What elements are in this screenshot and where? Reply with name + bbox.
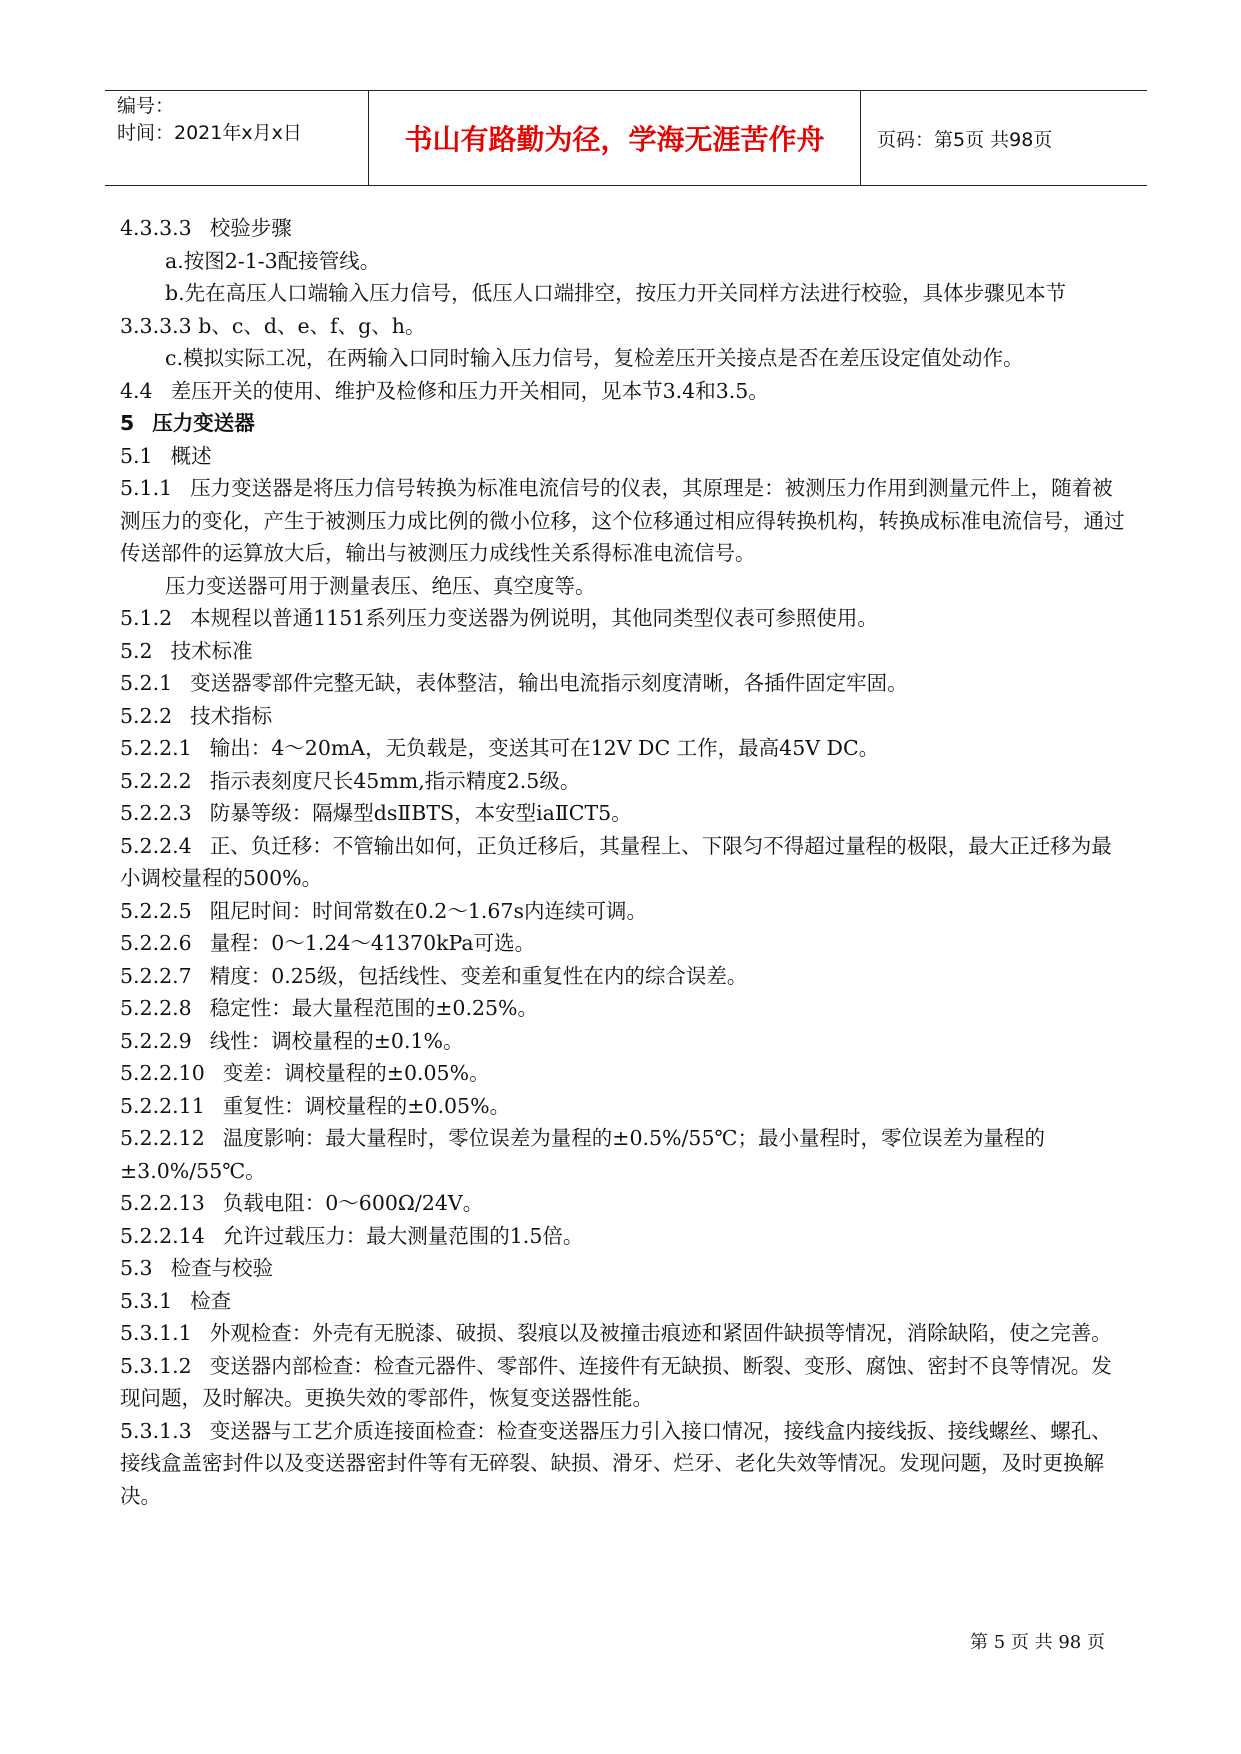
paragraph-text: 允许过载压力：最大测量范围的1.5倍。 — [222, 1223, 584, 1248]
paragraph — [120, 700, 1130, 733]
paragraph-text: 重复性：调校量程的±0.05%。 — [222, 1093, 511, 1118]
section-number: 5.1.1 — [120, 476, 173, 500]
paragraph — [120, 1415, 1130, 1513]
section-number: 5.2.2 — [120, 703, 173, 728]
paragraph-text: 负载电阻：0～600Ω/24V。 — [222, 1191, 484, 1215]
paragraph — [120, 732, 1130, 765]
paragraph — [120, 245, 1130, 278]
paragraph-text: b.先在高压人口端输入压力信号，低压人口端排空，按压力开关同样方法进行校验，具体步骤见本节3.3.3.3 b、c、d、e、f、g、h。 — [120, 281, 1067, 338]
paragraph — [120, 1252, 1130, 1285]
paragraph-text: 变差：调校量程的±0.05%。 — [222, 1061, 490, 1085]
section-number: 5.2.2.10 — [120, 1061, 205, 1085]
paragraph — [120, 602, 1130, 635]
paragraph-text: 防暴等级：隔爆型dsⅡBTS，本安型iaⅡCT5。 — [209, 801, 632, 825]
section-number: 5.2.2.3 — [120, 801, 192, 825]
paragraph-text: 变送器内部检查：检查元器件、零部件、连接件有无缺损、断裂、变形、腐蚀、密封不良等情况。发现问题，及时解决。更换失效的零部件，恢复变送器性能。 — [120, 1353, 1112, 1410]
paragraph — [120, 375, 1130, 408]
paragraph-text: 技术标准 — [170, 638, 253, 663]
section-number: 4.4 — [120, 378, 153, 403]
paragraph — [120, 667, 1130, 700]
paragraph-text: 线性：调校量程的±0.1%。 — [209, 1028, 464, 1053]
paragraph — [120, 212, 1130, 245]
paragraph — [120, 570, 1130, 603]
section-number: 5.2.2.5 — [120, 898, 192, 923]
paragraph-text: 变送器零部件完整无缺，表体整洁，输出电流指示刻度清晰，各插件固定牢固。 — [190, 671, 908, 695]
section-number: 5.2.1 — [120, 671, 173, 695]
header-meta — [105, 91, 369, 185]
section-number: 5.2.2.11 — [120, 1093, 205, 1118]
section-number: 5.2.2.2 — [120, 768, 192, 793]
section-number: 5.1 — [120, 443, 153, 468]
paragraph-text: 精度：0.25级，包括线性、变差和重复性在内的综合误差。 — [209, 963, 748, 988]
paragraph — [120, 407, 1130, 440]
section-number: 4.3.3.3 — [120, 216, 192, 240]
paragraph-text: 量程：0～1.24～41370kPa可选。 — [209, 931, 536, 955]
paragraph — [120, 1220, 1130, 1253]
section-number: 5.2 — [120, 638, 153, 663]
section-number: 5.2.2.9 — [120, 1028, 192, 1053]
section-number: 5.2.2.8 — [120, 996, 192, 1020]
section-number: 5.3.1.1 — [120, 1321, 192, 1345]
paragraph-text: 外观检查：外壳有无脱漆、破损、裂痕以及被撞击痕迹和紧固件缺损等情况，消除缺陷，使之完善。 — [209, 1321, 1112, 1345]
section-number: 5.2.2.1 — [120, 736, 192, 760]
paragraph-text: 温度影响：最大量程时，零位误差为量程的±0.5%/55℃；最小量程时，零位误差为量程的±3.0%/55℃。 — [120, 1126, 1045, 1183]
section-number: 5.2.2.6 — [120, 931, 192, 955]
paragraph — [120, 472, 1130, 570]
paragraph — [120, 765, 1130, 798]
page-header — [105, 90, 1147, 186]
paragraph — [120, 992, 1130, 1025]
paragraph-text: 压力变送器可用于测量表压、绝压、真空度等。 — [165, 573, 596, 598]
paragraph — [120, 895, 1130, 928]
paragraph-text: 输出：4～20mA，无负载是，变送其可在12V DC 工作，最高45V DC。 — [209, 736, 880, 760]
section-number: 5.2.2.14 — [120, 1223, 205, 1248]
section-number: 5.2.2.12 — [120, 1126, 205, 1150]
paragraph-text: 正、负迁移：不管输出如何，正负迁移后，其量程上、下限匀不得超过量程的极限，最大正迁移为最小调校量程的500%。 — [120, 833, 1112, 890]
paragraph — [120, 1187, 1130, 1220]
section-number: 5.2.2.4 — [120, 833, 192, 858]
section-number: 5 — [120, 411, 135, 435]
section-number: 5.1.2 — [120, 606, 173, 630]
paragraph-text: a.按图2-1-3配接管线。 — [165, 248, 381, 273]
paragraph-text: 指示表刻度尺长45mm,指示精度2.5级。 — [209, 768, 581, 793]
paragraph — [120, 440, 1130, 473]
paragraph-text: 校验步骤 — [209, 216, 292, 240]
paragraph-text: c.模拟实际工况，在两输入口同时输入压力信号，复检差压开关接点是否在差压设定值处动作。 — [165, 346, 1024, 370]
paragraph — [120, 1350, 1130, 1415]
paragraph-text: 技术指标 — [190, 703, 273, 728]
header-page-label: 页码：第5页 共98页 — [877, 128, 1053, 151]
paragraph — [120, 1057, 1130, 1090]
paragraph-text: 压力变送器 — [152, 411, 255, 435]
paragraph — [120, 960, 1130, 993]
paragraph — [120, 1090, 1130, 1123]
section-number: 5.2.2.13 — [120, 1191, 205, 1215]
section-number: 5.3 — [120, 1256, 153, 1280]
paragraph-text: 稳定性：最大量程范围的±0.25%。 — [209, 996, 539, 1020]
paragraph-text: 检查与校验 — [170, 1256, 274, 1280]
paragraph — [120, 797, 1130, 830]
paragraph — [120, 830, 1130, 895]
paragraph — [120, 342, 1130, 375]
paragraph-text: 本规程以普通1151系列压力变送器为例说明，其他同类型仪表可参照使用。 — [190, 606, 878, 630]
paragraph — [120, 635, 1130, 668]
paragraph-text: 阻尼时间：时间常数在0.2～1.67s内连续可调。 — [209, 898, 647, 923]
paragraph-text: 检查 — [190, 1288, 232, 1313]
page-footer: 第 5 页 共 98 页 — [970, 1632, 1105, 1653]
paragraph — [120, 1285, 1130, 1318]
section-number: 5.3.1 — [120, 1288, 173, 1313]
header-motto: 书山有路勤为径，学海无涯苦作舟 — [369, 91, 861, 185]
doc-number-label: 编号： — [117, 95, 175, 117]
section-number: 5.3.1.3 — [120, 1418, 192, 1443]
paragraph-text: 变送器与工艺介质连接面检查：检查变送器压力引入接口情况，接线盒内接线扳、接线螺丝、螺孔、接线盒盖密封件以及变送器密封件等有无碎裂、缺损、滑牙、烂牙、老化失效等情况。发现问题，及时更换解决。 — [120, 1418, 1112, 1508]
paragraph — [120, 927, 1130, 960]
paragraph — [120, 1317, 1130, 1350]
document-body — [120, 212, 1130, 1512]
paragraph — [120, 1122, 1130, 1187]
section-number: 5.2.2.7 — [120, 963, 192, 988]
paragraph-text: 差压开关的使用、维护及检修和压力开关相同，见本节3.4和3.5。 — [170, 378, 769, 403]
doc-time-label: 时间：2021年x月x日 — [117, 122, 302, 144]
paragraph — [120, 1025, 1130, 1058]
paragraph — [120, 277, 1130, 342]
paragraph-text: 概述 — [170, 443, 212, 468]
section-number: 5.3.1.2 — [120, 1353, 192, 1378]
paragraph-text: 压力变送器是将压力信号转换为标准电流信号的仪表，其原理是：被测压力作用到测量元件上，随着被测压力的变化，产生于被测压力成比例的微小位移，这个位移通过相应得转换机构，转换成标准电流信号，通过传送部件的运算放大后，输出与被测压力成线性关系得标准电流信号。 — [120, 476, 1125, 565]
